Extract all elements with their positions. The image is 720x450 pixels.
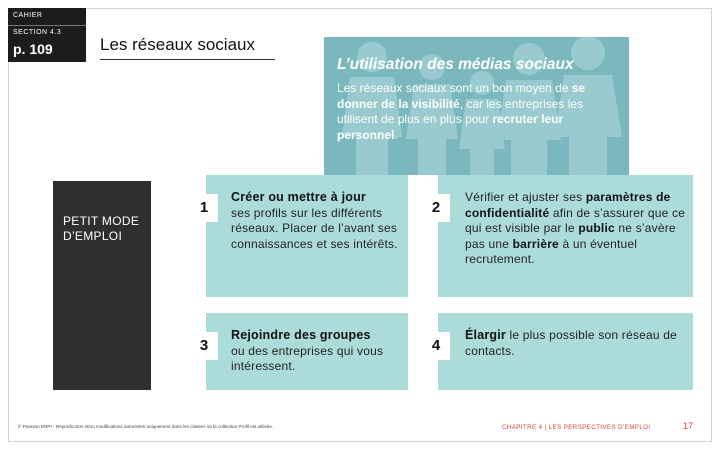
card-2-bold-settings: paramètres de confidentialité [465,190,671,220]
hero-bold-recruit: recruter leur personnel [337,112,564,142]
card-2-text: Vérifier et ajuster ses paramètres de confidentialité afin de s’assurer que ce qui est visible par le public ne s’avère pas une barrière à un éventuel recrutement. [465,190,686,266]
card-2-bold-barrier: barrière [512,236,559,251]
hero-box [324,37,629,175]
title-underline [100,59,275,60]
page-title: Les réseaux sociaux [100,35,255,54]
section-tag [8,8,86,62]
card-number-1: 1 [190,194,218,222]
card-4-title: Élargir [465,328,506,342]
card-2-bold-public: public [578,221,615,235]
card-1-body: ses profils sur les différents réseaux. Placer de l’avant ses connaissances et ses intérêts. [231,205,398,251]
card-4-text [465,328,687,359]
cahier-label: CAHIER [13,12,43,19]
card-1-text [231,190,407,252]
card-3-body: ou des entreprises qui vous intéressent. [231,343,384,373]
card-number-3: 3 [190,332,218,360]
card-number-4: 4 [422,332,450,360]
card-number-2: 2 [422,194,450,222]
card-3-title: Rejoindre des groupes [231,328,371,342]
page-reference: p. 109 [13,41,53,57]
tag-divider [8,25,86,26]
chapter-footer: CHAPITRE 4 | LES PERSPECTIVES D’EMPLOI [502,424,651,431]
hero-heading: L’utilisation des médias sociaux [337,56,574,73]
copyright-notice: © Pearson ERPI · Reproduction et/ou modifications autorisées uniquement dans les classes où la collection Profil est utilisée. [18,424,274,429]
card-1-title: Créer ou mettre à jour [231,190,366,204]
page-number: 17 [683,421,694,431]
hero-text: Les réseaux sociaux sont un bon moyen de se donner de la visibilité, car les entreprises les utilisent de plus en plus pour recruter leur personnel. [337,81,586,142]
hero-bold-visibility: se donner de la visibilité [337,81,586,111]
card-4-body: le plus possible son réseau de contacts. [465,328,677,358]
section-label: SECTION 4.3 [13,29,62,36]
sidebar-label: PETIT MODE D’EMPLOI [63,214,140,243]
sidebar-box [53,181,151,390]
card-3-text [231,328,407,375]
